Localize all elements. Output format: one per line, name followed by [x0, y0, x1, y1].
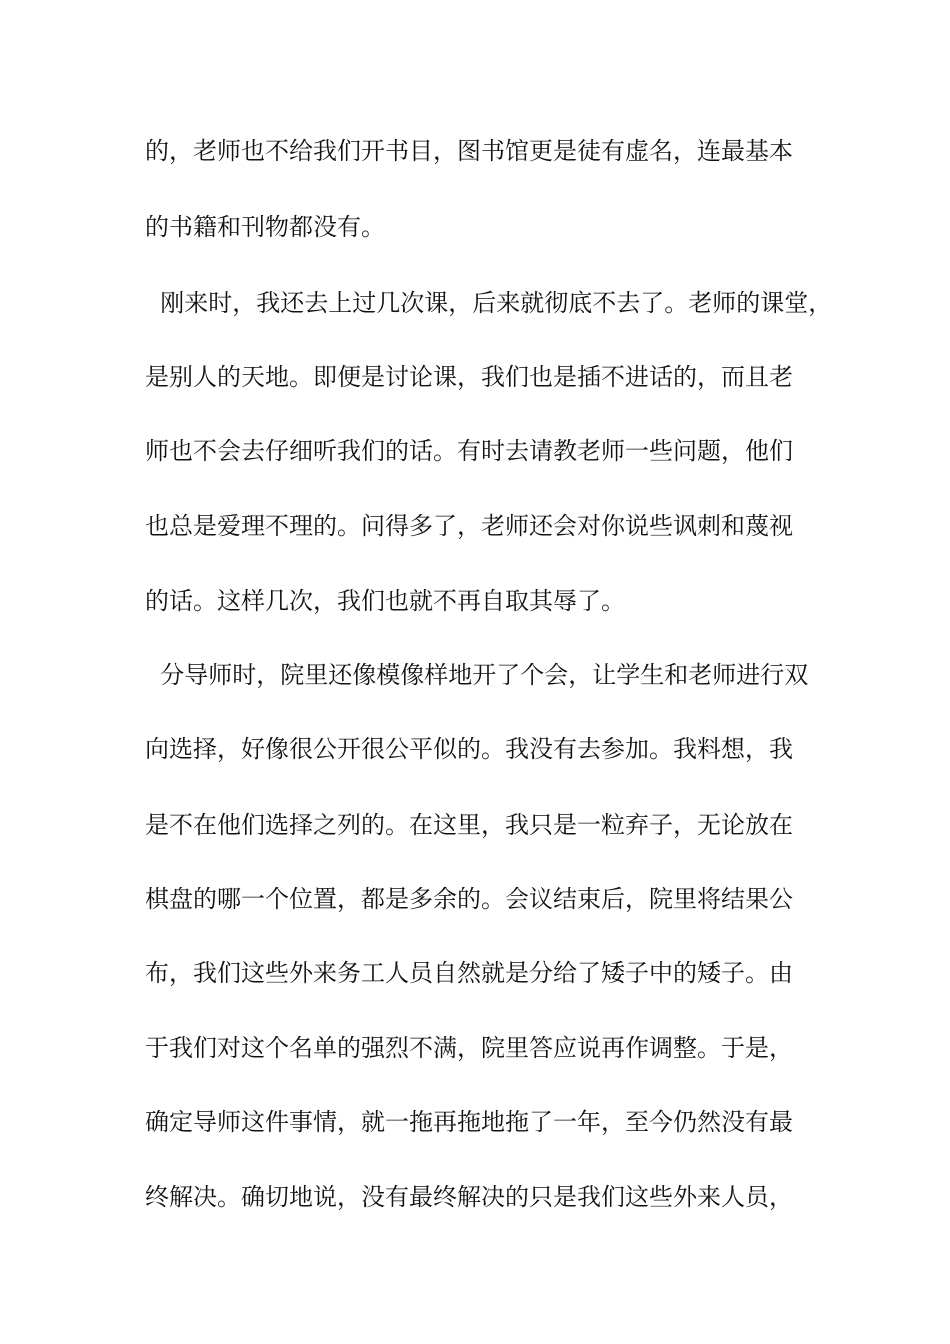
text-line: 是不在他们选择之列的。在这里，我只是一粒弃子，无论放在 [145, 811, 793, 839]
text-line: 确定导师这件事情，就一拖再拖地拖了一年，至今仍然没有最 [145, 1108, 793, 1136]
text-line: 是别人的天地。即便是讨论课，我们也是插不进话的，而且老 [145, 363, 793, 391]
text-line: 的话。这样几次，我们也就不再自取其辱了。 [145, 587, 625, 615]
text-line: 师也不会去仔细听我们的话。有时去请教老师一些问题，他们 [145, 437, 793, 465]
text-line: 的，老师也不给我们开书目，图书馆更是徒有虚名，连最基本 [145, 137, 793, 165]
text-line: 向选择，好像很公开很公平似的。我没有去参加。我料想，我 [145, 735, 793, 763]
text-line: 终解决。确切地说，没有最终解决的只是我们这些外来人员， [145, 1183, 793, 1211]
text-line: 棋盘的哪一个位置，都是多余的。会议结束后，院里将结果公 [145, 885, 793, 913]
paragraph-start-line: 刚来时，我还去上过几次课，后来就彻底不去了。老师的课堂， [145, 289, 833, 317]
text-line: 布，我们这些外来务工人员自然就是分给了矮子中的矮子。由 [145, 959, 793, 987]
text-line: 的书籍和刊物都没有。 [145, 213, 385, 241]
text-line: 于我们对这个名单的强烈不满，院里答应说再作调整。于是， [145, 1034, 793, 1062]
text-line: 也总是爱理不理的。问得多了，老师还会对你说些讽刺和蔑视 [145, 512, 793, 540]
paragraph-start-line: 分导师时，院里还像模像样地开了个会，让学生和老师进行双 [145, 661, 809, 689]
